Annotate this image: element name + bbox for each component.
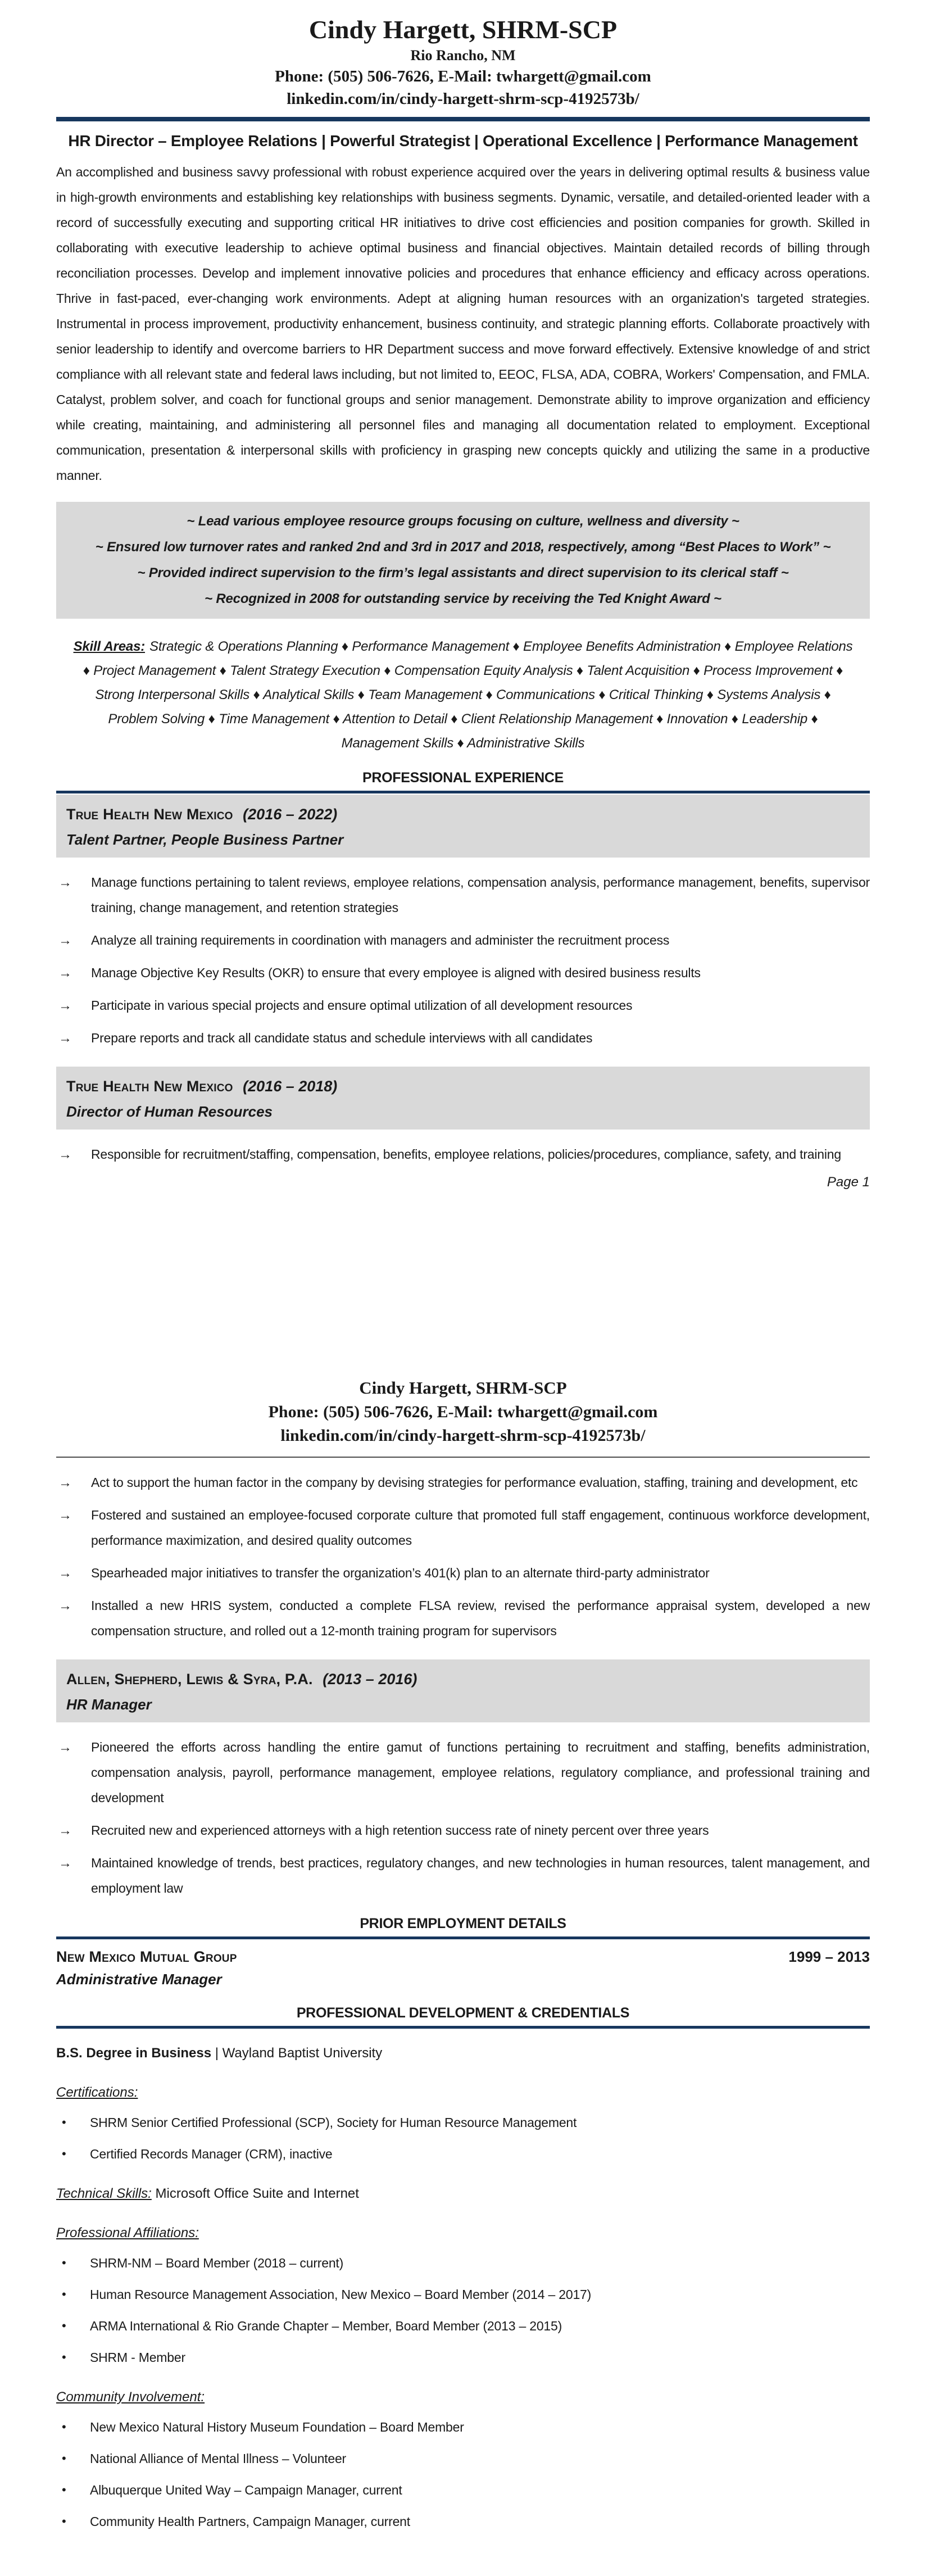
list-item xyxy=(56,2347,870,2368)
section-rule xyxy=(56,1936,870,1939)
list-item-text: SHRM Senior Certified Professional (SCP), Society for Human Resource Management xyxy=(90,2115,577,2130)
job-dates: (2013 – 2016) xyxy=(323,1671,417,1688)
bullet-item xyxy=(56,928,870,953)
bullet-text: Manage Objective Key Results (OKR) to ensure that every employee is aligned with desired business results xyxy=(91,965,701,980)
certifications-list xyxy=(56,2112,870,2165)
list-item xyxy=(56,2284,870,2305)
arrow-bullet-icon: → xyxy=(58,1147,72,1162)
technical-skills-line xyxy=(56,2184,870,2204)
phone-email-line: Phone: (505) 506-7626, E-Mail: twhargett@gmail.com xyxy=(268,1403,658,1421)
affiliations-label: Professional Affiliations: xyxy=(56,2225,199,2241)
list-item xyxy=(56,2511,870,2532)
linkedin-line: linkedin.com/in/cindy-hargett-shrm-scp-4192573b/ xyxy=(287,90,639,108)
bullet-text: Responsible for recruitment/staffing, compensation, benefits, employee relations, policies/procedures, compliance, safety, and training xyxy=(91,1147,841,1162)
list-item xyxy=(56,2143,870,2165)
degree-line xyxy=(56,2043,870,2063)
header-divider-rule xyxy=(56,117,870,121)
page2-header-rule xyxy=(56,1457,870,1458)
bullet-item xyxy=(56,1593,870,1644)
arrow-bullet-icon: → xyxy=(58,875,72,890)
list-item xyxy=(56,2315,870,2337)
arrow-bullet-icon: → xyxy=(58,1598,72,1613)
job-header xyxy=(56,1067,870,1130)
experience-bullets xyxy=(56,870,870,1051)
list-item xyxy=(56,2252,870,2274)
location-line: Rio Rancho, NM xyxy=(410,47,516,64)
list-item-text: ARMA International & Rio Grande Chapter – Member, Board Member (2013 – 2015) xyxy=(90,2319,562,2333)
list-item xyxy=(56,2416,870,2438)
arrow-bullet-icon: → xyxy=(58,998,72,1013)
highlight-line: ~ Lead various employee resource groups focusing on culture, wellness and diversity ~ xyxy=(187,514,739,529)
list-item-text: National Alliance of Mental Illness – Volunteer xyxy=(90,2451,346,2466)
bullet-item xyxy=(56,960,870,986)
bullet-text: Analyze all training requirements in coordination with managers and administer the recruitment process xyxy=(91,933,670,947)
job-company-line xyxy=(66,801,860,827)
certifications-label: Certifications: xyxy=(56,2085,138,2100)
bullet-text: Fostered and sustained an employee-focused corporate culture that promoted full staff engagement, continuous workforce development, performance maximization, and desired quality outcomes xyxy=(91,1508,870,1548)
linkedin-line: linkedin.com/in/cindy-hargett-shrm-scp-4192573b/ xyxy=(280,1426,646,1445)
technical-skills-label: Technical Skills: xyxy=(56,2186,152,2201)
list-item xyxy=(56,2448,870,2469)
skills-list: Strategic & Operations Planning ♦ Performance Management ♦ Employee Benefits Administration ♦ Employee Relations ♦ Project Management ♦ Talent Strategy Execution ♦ Compensation Equity Analysis ♦ Talent Acquisition ♦ Process Improvement ♦ Strong Interpersonal Skills ♦ Analytical Skills ♦ Team Management ♦ Communications ♦ Critical Thinking ♦ Systems Analysis ♦ Problem Solving ♦ Time Management ♦ Attention to Detail ♦ Client Relationship Management ♦ Innovation ♦ Leadership ♦ Management Skills ♦ Administrative Skills xyxy=(83,639,853,751)
bullet-text: Maintained knowledge of trends, best practices, regulatory changes, and new technologies in human resources, talent management, and employment law xyxy=(91,1856,870,1895)
bullet-text: Manage functions pertaining to talent reviews, employee relations, compensation analysis, performance management, benefits, supervisor training, change management, and retention strategies xyxy=(91,875,870,915)
community-label: Community Involvement: xyxy=(56,2389,205,2405)
arrow-bullet-icon: → xyxy=(58,1475,72,1490)
highlight-line: ~ Recognized in 2008 for outstanding service by receiving the Ted Knight Award ~ xyxy=(205,591,721,606)
dot-bullet-icon: • xyxy=(62,2483,66,2497)
degree-name: B.S. Degree in Business xyxy=(56,2046,212,2061)
highlights-block xyxy=(56,502,870,619)
summary-paragraph: An accomplished and business savvy professional with robust experience acquired over the years in delivering optimal results & business value in high-growth environments and establishing key relationships with business segments. Dynamic, versatile, and detailed-oriented leader with a record of successfully executing and supporting critical HR initiatives to drive cost efficiencies and position companies for growth. Skilled in collaborating with executive leadership to achieve optimal business and financial objectives. Maintain detailed records of billing through reconciliation processes. Develop and implement innovative policies and procedures that enhance efficiency and efficacy across operations. Thrive in fast-paced, ever-changing work environments. Adept at aligning human resources with an organization's targeted strategies. Instrumental in process improvement, productivity enhancement, business continuity, and strategic planning efforts. Collaborate proactively with senior leadership to identify and overcome barriers to HR Department success and move forward effectively. Extensive knowledge of and strict compliance with all relevant state and federal laws including, but not limited to, EEOC, FLSA, ADA, COBRA, Workers' Compensation, and FMLA. Catalyst, problem solver, and coach for functional groups and senior management. Demonstrate ability to improve organization and efficiency while creating, maintaining, and administering all personnel files and managing all documentation related to employment. Exceptional communication, presentation & interpersonal skills with proficiency in grasping new concepts quickly and utilizing the same in a productive manner. xyxy=(56,165,870,483)
list-item-text: SHRM-NM – Board Member (2018 – current) xyxy=(90,2256,344,2270)
page-number: Page 1 xyxy=(827,1174,870,1190)
arrow-bullet-icon: → xyxy=(58,1823,72,1838)
section-rule xyxy=(56,791,870,793)
list-item-text: New Mexico Natural History Museum Foundation – Board Member xyxy=(90,2420,464,2434)
bullet-text: Act to support the human factor in the company by devising strategies for performance evaluation, staffing, training and development, etc xyxy=(91,1475,858,1490)
arrow-bullet-icon: → xyxy=(58,965,72,981)
list-item-text: Albuquerque United Way – Campaign Manager, current xyxy=(90,2483,402,2497)
dot-bullet-icon: • xyxy=(62,2256,66,2270)
page-break-gap xyxy=(56,1190,870,1376)
list-item xyxy=(56,2112,870,2133)
dot-bullet-icon: • xyxy=(62,2287,66,2301)
bullet-item xyxy=(56,1818,870,1843)
candidate-name: Cindy Hargett, SHRM-SCP xyxy=(308,15,618,44)
section-rule xyxy=(56,2026,870,2029)
community-list xyxy=(56,2416,870,2532)
job-company-line xyxy=(66,1666,860,1692)
arrow-bullet-icon: → xyxy=(58,1856,72,1871)
experience-bullets-continued xyxy=(56,1470,870,1644)
technical-skills-text: Microsoft Office Suite and Internet xyxy=(151,2186,359,2201)
company-name: True Health New Mexico xyxy=(66,806,233,823)
dot-bullet-icon: • xyxy=(62,2420,66,2434)
company-name: New Mexico Mutual Group xyxy=(56,1948,237,1965)
job-header xyxy=(56,1659,870,1722)
job-dates: 1999 – 2013 xyxy=(788,1948,870,1965)
skills-block xyxy=(56,634,870,755)
headline: HR Director – Employee Relations | Powerful Strategist | Operational Excellence | Performance Management xyxy=(68,132,858,149)
bullet-text: Recruited new and experienced attorneys with a high retention success rate of ninety percent over three years xyxy=(91,1823,709,1838)
bullet-text: Installed a new HRIS system, conducted a complete FLSA review, revised the performance appraisal system, developed a new compensation structure, and rolled out a 12-month training program for supervisors xyxy=(91,1598,870,1638)
dot-bullet-icon: • xyxy=(62,2115,66,2129)
phone-email-line: Phone: (505) 506-7626, E-Mail: twhargett@gmail.com xyxy=(275,67,651,85)
experience-bullets xyxy=(56,1735,870,1901)
list-item-text: Certified Records Manager (CRM), inactive xyxy=(90,2147,333,2161)
dot-bullet-icon: • xyxy=(62,2451,66,2465)
bullet-text: Pioneered the efforts across handling the entire gamut of functions pertaining to recruitment and staffing, benefits administration, compensation analysis, payroll, performance management, employee relations, regulatory compliance, and professional training and development xyxy=(91,1740,870,1805)
highlight-line: ~ Ensured low turnover rates and ranked 2nd and 3rd in 2017 and 2018, respectively, among “Best Places to Work” ~ xyxy=(95,539,831,555)
dot-bullet-icon: • xyxy=(62,2319,66,2333)
bullet-item xyxy=(56,1851,870,1901)
list-item xyxy=(56,2479,870,2501)
dot-bullet-icon: • xyxy=(62,2147,66,2161)
bullet-item xyxy=(56,993,870,1018)
company-name: True Health New Mexico xyxy=(66,1078,233,1095)
job-dates: (2016 – 2018) xyxy=(243,1078,338,1095)
bullet-item xyxy=(56,1142,870,1167)
list-item-text: Community Health Partners, Campaign Manager, current xyxy=(90,2514,410,2529)
highlight-line: ~ Provided indirect supervision to the firm’s legal assistants and direct supervision to its clerical staff ~ xyxy=(137,565,789,580)
bullet-item xyxy=(56,1735,870,1811)
experience-bullets xyxy=(56,1142,870,1167)
job-dates: (2016 – 2022) xyxy=(243,806,338,823)
bullet-item xyxy=(56,870,870,920)
list-item-text: SHRM - Member xyxy=(90,2350,185,2365)
affiliations-list xyxy=(56,2252,870,2368)
section-heading-professional-experience: PROFESSIONAL EXPERIENCE xyxy=(362,770,564,786)
arrow-bullet-icon: → xyxy=(58,1566,72,1581)
bullet-item xyxy=(56,1561,870,1586)
job-title: HR Manager xyxy=(66,1696,152,1713)
bullet-item xyxy=(56,1503,870,1553)
job-title: Talent Partner, People Business Partner xyxy=(66,831,344,848)
arrow-bullet-icon: → xyxy=(58,1031,72,1046)
dot-bullet-icon: • xyxy=(62,2514,66,2528)
arrow-bullet-icon: → xyxy=(58,1508,72,1523)
page2-header xyxy=(56,1376,870,1448)
arrow-bullet-icon: → xyxy=(58,933,72,948)
page1-header xyxy=(56,13,870,110)
arrow-bullet-icon: → xyxy=(58,1740,72,1755)
degree-school: | Wayland Baptist University xyxy=(211,2046,383,2061)
bullet-text: Participate in various special projects and ensure optimal utilization of all development resources xyxy=(91,998,633,1013)
list-item-text: Human Resource Management Association, New Mexico – Board Member (2014 – 2017) xyxy=(90,2287,592,2302)
bullet-item xyxy=(56,1470,870,1495)
dot-bullet-icon: • xyxy=(62,2350,66,2364)
job-header xyxy=(56,795,870,858)
job-title: Administrative Manager xyxy=(56,1971,222,1988)
skills-label: Skill Areas: xyxy=(73,639,146,654)
company-name: Allen, Shepherd, Lewis & Syra, P.A. xyxy=(66,1671,313,1688)
section-heading-prior-employment: PRIOR EMPLOYMENT DETAILS xyxy=(360,1916,566,1931)
job-title: Director of Human Resources xyxy=(66,1103,273,1120)
candidate-name: Cindy Hargett, SHRM-SCP xyxy=(359,1378,567,1398)
bullet-text: Spearheaded major initiatives to transfer the organization’s 401(k) plan to an alternate third-party administrator xyxy=(91,1566,710,1580)
prior-company-row xyxy=(56,1948,870,1966)
section-heading-professional-development: PROFESSIONAL DEVELOPMENT & CREDENTIALS xyxy=(296,2005,630,2021)
bullet-item xyxy=(56,1026,870,1051)
job-company-line xyxy=(66,1073,860,1099)
bullet-text: Prepare reports and track all candidate status and schedule interviews with all candidates xyxy=(91,1031,593,1045)
